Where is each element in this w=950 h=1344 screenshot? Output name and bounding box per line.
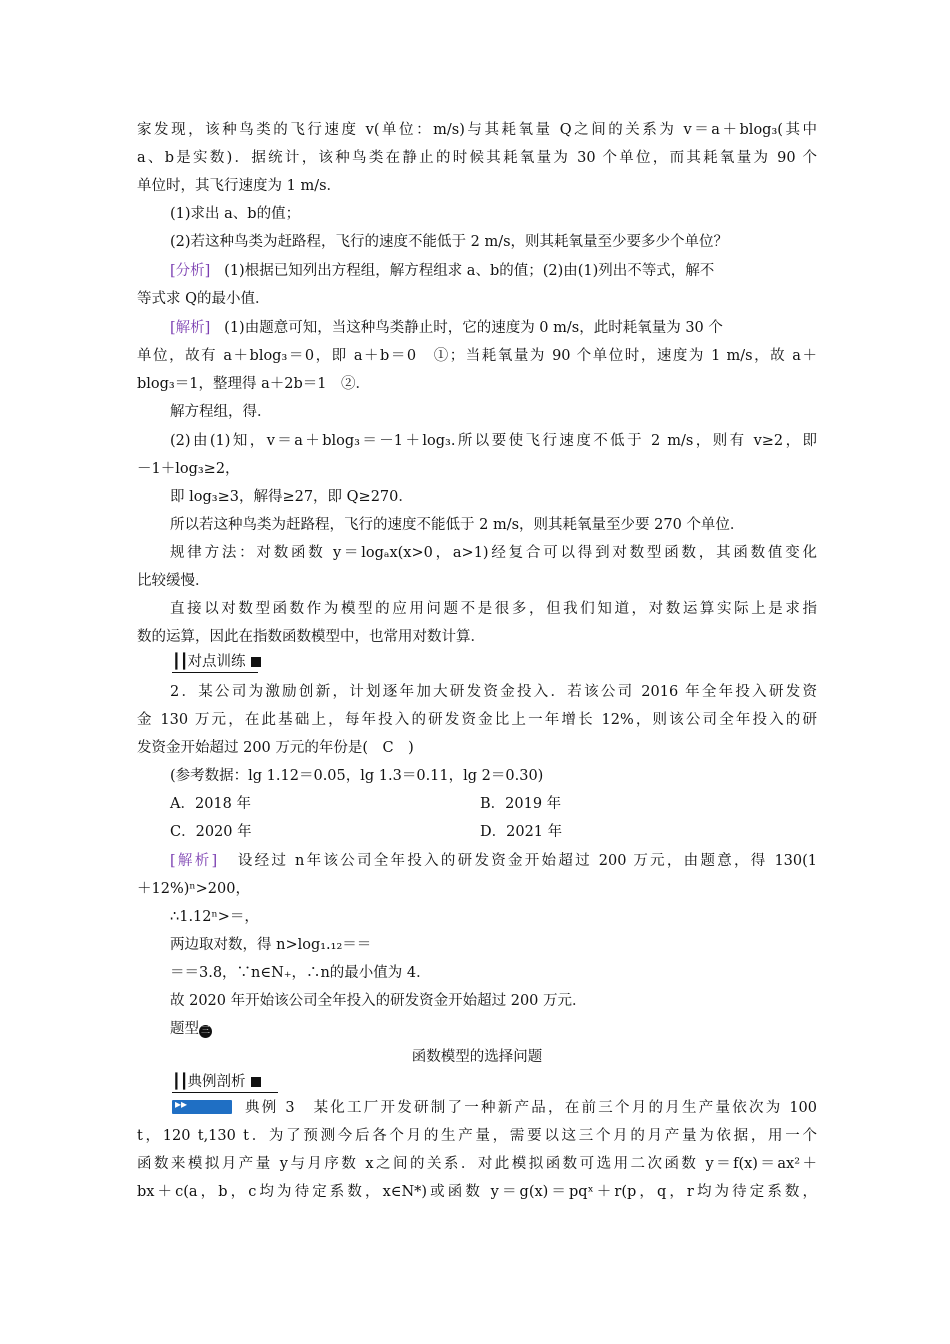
double-arrow-icon: ▸▸ bbox=[175, 1097, 188, 1111]
square-icon bbox=[251, 1077, 261, 1087]
text-line: 发资金开始超过 200 万元的年份是( C ) bbox=[137, 740, 414, 756]
question-1: (1)求出 a、b的值； bbox=[170, 206, 301, 222]
text-line: 单位，故有 a＋blog₃＝0，即 a＋b＝0 ①；当耗氧量为 90 个单位时，速度为 1 m/s，故 a＋ bbox=[137, 348, 817, 364]
text-line: 即 log₃≥3，解得≥27，即 Q≥270． bbox=[170, 489, 413, 505]
heading-underline bbox=[172, 672, 258, 673]
bars-icon: ┃┃ bbox=[172, 653, 188, 670]
text-line: ＝＝3.8，∵n∈N₊，∴n的最小值为 4． bbox=[170, 965, 431, 981]
option-a: A．2018 年 bbox=[170, 796, 251, 812]
text-line: t，120 t,130 t．为了预测今后各个月的生产量，需要以这三个月的月产量为依据，用一个 bbox=[137, 1128, 817, 1144]
solution-tag: [解析] bbox=[170, 320, 211, 336]
bars-icon: ┃┃ bbox=[172, 1073, 188, 1090]
text-line: 家发现，该种鸟类的飞行速度 v(单位：m/s)与其耗氧量 Q之间的关系为 v＝a＋blog₃(其中 bbox=[137, 122, 817, 138]
text-line: a、b是实数)．据统计，该种鸟类在静止的时候其耗氧量为 30 个单位，而其耗氧量为 90 个 bbox=[137, 150, 817, 166]
text-line: (2)由(1)知，v＝a＋blog₃＝－1＋log₃.所以要使飞行速度不低于 2 m/s，则有 v≥2，即 bbox=[170, 433, 817, 449]
example-line: 典例 3 某化工厂开发研制了一种新产品，在前三个月的月生产量依次为 100 bbox=[245, 1100, 817, 1116]
text-line: 函数来模拟月产量 y与月序数 x之间的关系．对此模拟函数可选用二次函数 y＝f(x)＝ax²＋ bbox=[137, 1156, 817, 1172]
option-b: B．2019 年 bbox=[480, 796, 562, 812]
example-badge bbox=[172, 1097, 232, 1114]
text-line: 直接以对数型函数作为模型的应用问题不是很多，但我们知道，对数运算实际上是求指 bbox=[170, 601, 817, 617]
practice-heading: ┃┃对点训练 bbox=[172, 652, 852, 672]
heading-underline bbox=[172, 1092, 278, 1093]
circled-numeral: 三 bbox=[200, 1026, 210, 1036]
text-line: bx＋c(a，b，c均为待定系数，x∈N*)或函数 y＝g(x)＝pqˣ＋r(p，q，r均为待定系数， bbox=[137, 1184, 817, 1200]
text-line: blog₃＝1，整理得 a＋2b＝1 ②． bbox=[137, 376, 370, 392]
example-heading: ┃┃典例剖析 bbox=[172, 1072, 852, 1092]
option-d: D．2021 年 bbox=[480, 824, 563, 840]
solution-tag: [解析] bbox=[170, 853, 218, 869]
analysis-line: [分析] (1)根据已知列出方程组，解方程组求 a、b的值；(2)由(1)列出不等式，解不 bbox=[170, 263, 715, 279]
text-line: －1＋log₃≥2， bbox=[137, 461, 240, 477]
text-line: 单位时，其飞行速度为 1 m/s． bbox=[137, 178, 342, 194]
method-line: 规律方法：对数函数 y＝logₐx(x>0，a>1)经复合可以得到对数型函数，其函数值变化 bbox=[170, 545, 817, 561]
text-line: 数的运算，因此在指数函数模型中，也常用对数计算． bbox=[137, 629, 485, 645]
problem-line: 2．某公司为激励创新，计划逐年加大研发资金投入．若该公司 2016 年全年投入研发资 bbox=[170, 684, 817, 700]
text-line: 比较缓慢． bbox=[137, 573, 210, 589]
text-line: 两边取对数，得 n>log₁.₁₂＝＝ bbox=[170, 937, 372, 953]
text-line: ＋12%)ⁿ>200， bbox=[137, 881, 250, 897]
solution-line: [解析] (1)由题意可知，当这种鸟类静止时，它的速度为 0 m/s，此时耗氧量为 30 个 bbox=[170, 320, 723, 336]
text-line: 金 130 万元，在此基础上，每年投入的研发资金比上一年增长 12%，则该公司全年投入的研 bbox=[137, 712, 817, 728]
question-type: 题型 三 bbox=[170, 1021, 210, 1037]
text-line: 解方程组，得． bbox=[170, 404, 272, 420]
text-line: ∴1.12ⁿ>＝， bbox=[170, 909, 259, 925]
text-line: 故 2020 年开始该公司全年投入的研发资金开始超过 200 万元． bbox=[170, 993, 587, 1009]
text-line: 等式求 Q的最小值． bbox=[137, 291, 270, 307]
reference-data: (参考数据：lg 1.12＝0.05，lg 1.3＝0.11，lg 2＝0.30) bbox=[170, 768, 544, 784]
option-c: C．2020 年 bbox=[170, 824, 252, 840]
solution-line: [解析] 设经过 n年该公司全年投入的研发资金开始超过 200 万元，由题意，得 130(1 bbox=[170, 853, 817, 869]
square-icon bbox=[251, 657, 261, 667]
text-line: 所以若这种鸟类为赶路程，飞行的速度不能低于 2 m/s，则其耗氧量至少要 270 个单位． bbox=[170, 517, 745, 533]
analysis-tag: [分析] bbox=[170, 263, 211, 279]
section-title: 函数模型的选择问题 bbox=[411, 1049, 543, 1065]
question-2: (2)若这种鸟类为赶路程，飞行的速度不能低于 2 m/s，则其耗氧量至少要多少个单位？ bbox=[170, 234, 729, 250]
